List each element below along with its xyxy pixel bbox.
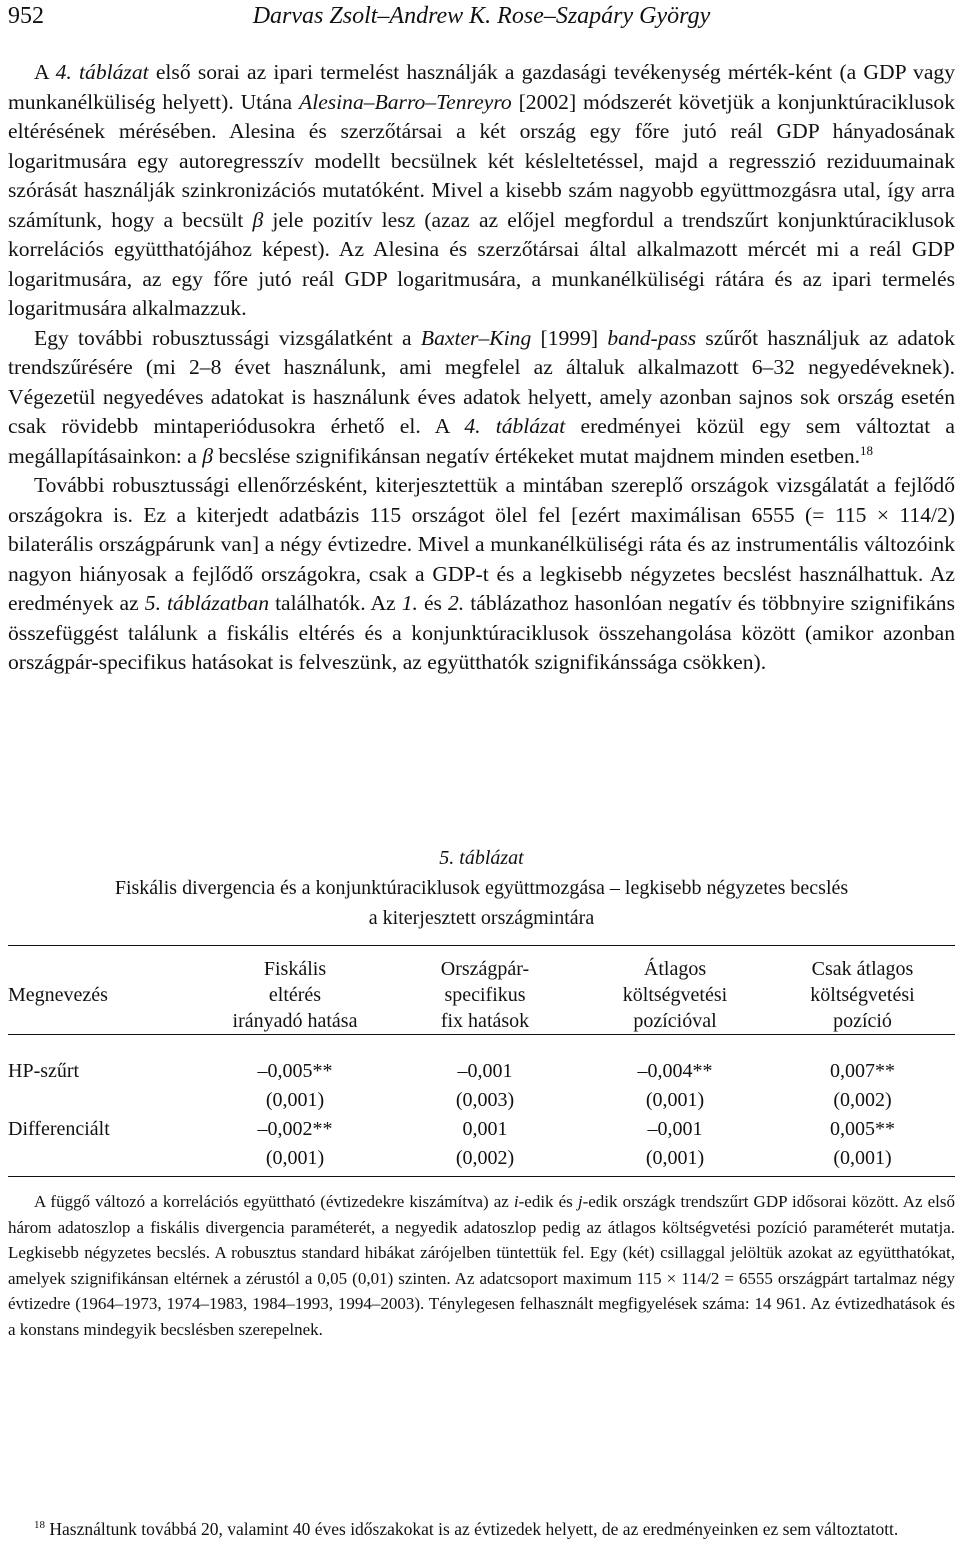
- row-label: HP-szűrt: [8, 1060, 80, 1082]
- table-row: [8, 1115, 955, 1144]
- text-run: [2002] módszerét követjük a konjunktúraciklusok eltérésének mérésében. Alesina és szerzőtársai a két ország egy főre jutó reál GDP hányadosának logaritmusára egy autoregresszív modellt becsülnek két késleltetéssel, majd a regresszió reziduumainak szórását használják szinkronizációs mutatóként. Mivel a kisebb szám nagyobb együttmozgásra utal, így arra számítunk, hogy a becsült: [8, 89, 955, 232]
- table-note: A függő változó a korrelációs együttható (évtizedekre kiszámítva) az i-edik és j-edik országk trendszűrt GDP idősorai között. Az első három adatoszlop a fiskális divergencia paraméterét, a negyedik adatoszlop pedig az átlagos költségvetési pozíció paraméterét mutatja. Legkisebb négyzetes becslés. A robusztus standard hibákat zárójelben tüntettük fel. Egy (két) csillaggal jelöltük azokat az együtthatókat, amelyek szignifikánsan eltérnek a zérustól a 0,05 (0,01) szinten. Az adatcsoport maximum 115 × 114/2 = 6555 országpárt tartalmaz négy évtizedre (1964–1973, 1974–1983, 1984–1993, 1994–2003). Ténylegesen felhasznált megfigyelések száma: 14 961. Az évtizedhatások és a konstans mindegyik becslésben szerepelnek.: [8, 1192, 955, 1339]
- text-run: szűrőt használjuk az adatok trendszűrésére (mi 2–8 évet használunk, ami megfelel az általuk alkalmazott 6–32 negyedéveknek). Végezetül negyedéves adatokat is használunk éves adatok helyett, amely azonban sajnos sok ország esetén csak rövidebb mintaperiódusokra érhető el. A: [8, 325, 956, 438]
- column-header-label: Megnevezés: [8, 984, 108, 1006]
- text-run: jele pozitív lesz (azaz az előjel megfordul a trendszűrt konjunktúraciklusok korrelációs együtthatójához képest). Az Alesina és szerzőtársai által alkalmazott mércét mi a reál GDP logaritmusára, az egy főre jutó reál GDP logaritmusára, a munkanélküliségi rátára és az ipari termelés logaritmusára alkalmazzuk.: [8, 207, 955, 320]
- paragraph-3: [8, 471, 955, 678]
- coefficient-cell: –0,005**: [257, 1060, 333, 1082]
- footnote-number: 18: [34, 1519, 45, 1532]
- standard-error-cell: (0,001): [645, 1147, 705, 1169]
- text-run: További robusztussági ellenőrzésként, kiterjesztettük a mintában szereplő országok vizsgálatát a fejlődő országokra is. Ez a kiterjedt adatbázis 115 országot ölel fel [ezért maximálisan 6555 (= 115 × 114/2) bilaterális országpárunk van] a négy évtizedre. Mivel a munkanélküliségi ráta és az instrumentális változóink nagyon hiányosak a fejlődő országokra, csak a GDP-t és a legkisebb négyzetes becslést használhattuk. Az eredmények az: [8, 473, 955, 615]
- coefficient-cell: 0,001: [462, 1118, 508, 1140]
- results-table: [8, 956, 955, 1173]
- coefficient-cell: –0,004**: [637, 1060, 713, 1082]
- table-subtitle: a kiterjesztett országmintára: [368, 907, 595, 929]
- table-title: Fiskális divergencia és a konjunktúraciklusok együttmozgása – legkisebb négyzetes becslés: [114, 877, 849, 899]
- text-run: táblázathoz hasonlóan negatív és többnyire szignifikáns összefüggést találunk a fiskális eltérés és a konjunktúraciklusok összehangolása között (amikor azonban országpár-specifikus hatásokat is felveszünk, az együtthatók szignifikánssága csökken).: [8, 591, 955, 674]
- table-reference: 1.: [401, 591, 418, 615]
- table-reference: 4. táblázat: [55, 60, 149, 84]
- body-text: [8, 58, 955, 678]
- index-i: i: [513, 1192, 519, 1211]
- text-run: becslése szignifikánsan negatív értékeket mutat majdnem minden esetben.: [213, 443, 861, 468]
- coefficient-cell: –0,001: [457, 1060, 513, 1082]
- table-header-row: [8, 956, 955, 1035]
- coefficient-cell: –0,002**: [257, 1118, 333, 1140]
- table-spacer: [8, 1035, 955, 1057]
- standard-error-cell: (0,001): [833, 1147, 892, 1169]
- running-header: [8, 0, 955, 40]
- running-title: Darvas Zsolt–Andrew K. Rose–Szapáry György: [252, 3, 711, 29]
- table-reference: 4. táblázat: [464, 414, 566, 438]
- coefficient-cell: –0,001: [647, 1118, 703, 1140]
- text-run: Egy további robusztussági vizsgálatként a: [34, 325, 421, 350]
- text-run: első sorai az ipari termelést használják a gazdasági tevékenység mérték-ként (a GDP vagy munkanélküliség helyett). Utána: [8, 60, 956, 114]
- index-j: j: [577, 1192, 583, 1211]
- text-run: A: [34, 60, 56, 84]
- coefficient-cell: 0,007**: [830, 1060, 895, 1082]
- footnote-marker[interactable]: 18: [860, 442, 874, 458]
- text-run: és: [417, 591, 448, 615]
- standard-error-cell: (0,002): [833, 1089, 892, 1111]
- column-header-pair-fixed-effects: Országpár- specifikus fix hatások: [440, 958, 530, 1032]
- citation-authors: Alesina–Barro–Tenreyro: [299, 89, 512, 114]
- text-run: [1999]: [531, 325, 608, 350]
- table-caption: [8, 843, 955, 933]
- table-reference: 5. táblázatban: [144, 591, 270, 615]
- table-row: [8, 1057, 955, 1086]
- table-top-rule: [8, 945, 955, 946]
- table-number-text: 5. táblázat: [439, 847, 524, 869]
- beta-symbol: β: [252, 207, 264, 232]
- standard-error-cell: (0,002): [455, 1147, 515, 1169]
- coefficient-cell: 0,005**: [830, 1118, 895, 1140]
- page-number: 952: [8, 3, 44, 29]
- paragraph-2: [8, 324, 955, 472]
- column-header-only-average-budget: Csak átlagos költségvetési pozíció: [810, 958, 915, 1032]
- citation-authors: Baxter–King: [420, 325, 532, 350]
- standard-error-cell: (0,003): [455, 1089, 515, 1111]
- standard-error-cell: (0,001): [265, 1089, 325, 1111]
- text-run: eredményei közül egy sem változtat a megállapításainkon: a: [8, 414, 955, 468]
- column-header-average-budget: Átlagos költségvetési pozícióval: [622, 958, 728, 1032]
- table-row: [8, 1144, 955, 1173]
- standard-error-cell: (0,001): [645, 1089, 705, 1111]
- table-bottom-rule: [8, 1176, 955, 1177]
- footnote-text: Használtunk továbbá 20, valamint 40 éves időszakokat is az évtizedek helyett, de az eredményeinken ez sem változtatott.: [49, 1519, 899, 1539]
- footnote: [8, 1517, 955, 1541]
- paragraph-1: [8, 58, 955, 324]
- table-reference: 2.: [447, 591, 465, 615]
- term-italic: band-pass: [607, 325, 697, 350]
- standard-error-cell: (0,001): [265, 1147, 325, 1169]
- row-label: Differenciált: [8, 1118, 110, 1140]
- text-run: találhatók. Az: [269, 591, 402, 615]
- table-number: [8, 843, 955, 873]
- beta-symbol: β: [202, 443, 214, 468]
- table-row: [8, 1086, 955, 1115]
- column-header-fiscal-divergence: Fiskális eltérés irányadó hatása: [232, 958, 358, 1032]
